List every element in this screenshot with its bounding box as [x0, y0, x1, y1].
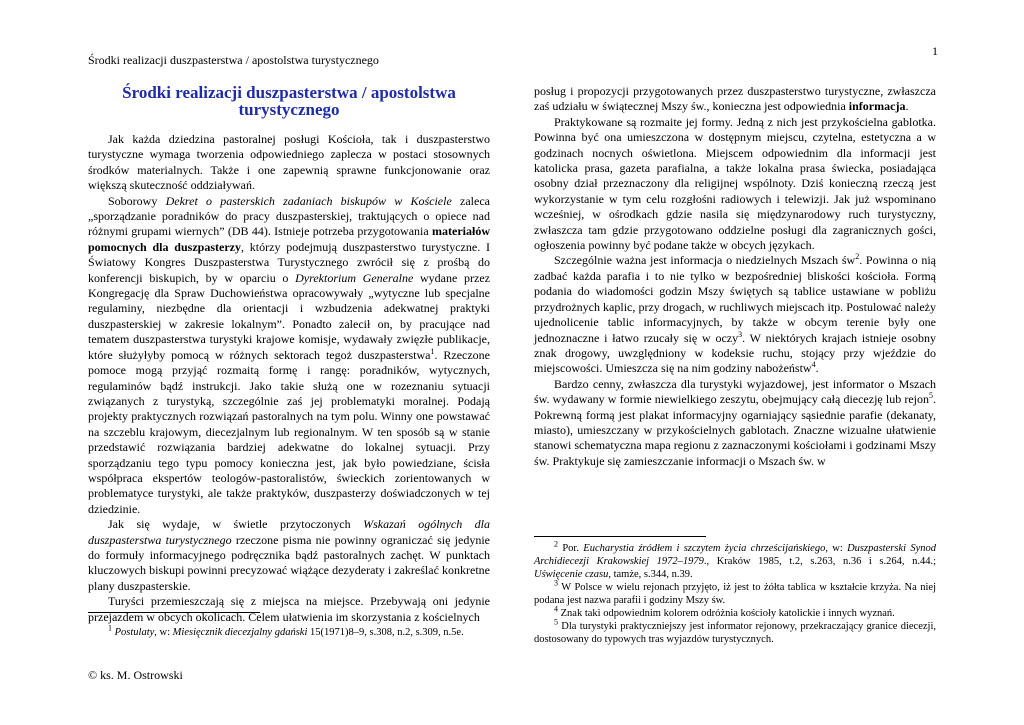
- footnote-number: 5: [554, 617, 558, 627]
- decree-title: Dekret o pasterskich zadaniach biskupów w Kościele: [165, 193, 452, 208]
- paragraph-guidelines: [88, 517, 490, 594]
- text-run: .: [815, 361, 819, 376]
- paragraph-decree: [88, 194, 490, 518]
- synod-title: Duszpasterski Synod Archidiecezji Krakowskiej 1972–1979: [534, 543, 936, 567]
- running-header: Środki realizacji duszpasterstwa / apostolstwa turystycznego: [88, 53, 379, 67]
- text-run: Jak się wydaje, w świetle przytoczonych: [108, 517, 364, 532]
- footnote-4: [534, 604, 936, 620]
- page-number: 1: [932, 44, 938, 58]
- paragraph-intro: Jak każda dziedzina pastoralnej posługi Kościoła, tak i duszpasterstwo turystyczne wymaga tworzenia odpowiedniego zaplecza w postaci stosownych środków materialnych. Także i one zapewnią sprawne funkcjonowanie oraz większą skuteczność oddziaływań.: [88, 132, 490, 193]
- footnote-ref[interactable]: 4: [811, 360, 816, 370]
- text-run: . W niektórych krajach istnieje osobny znak drogowy, uwzględniony w kodeksie ruchu, stojący przy wjeździe do miejscowości. Umieszcza się na nim godziny nabożeństw: [534, 330, 936, 376]
- text-run: .: [905, 99, 909, 114]
- text-run: . Pokrewną formą jest plakat informacyjny ogarniający sąsiednie parafie (dekanaty, miasto), umieszczany w przykościelnych gablotach. Znaczne wizualne ułatwienie stanowi schematyczna mapa regionu z zaznaczonymi kościołami i godzinami Mszy św. Praktykuje się zamieszczanie informacji o Mszach św. w: [534, 392, 936, 468]
- paragraph-forms: Praktykowane są rozmaite jej formy. Jedną z nich jest przykościelna gablotka. Powinna być ona umieszczona w dostępnym miejscu, czytelna, estetyczna a w godzinach nocnych oświetlona. Miejscem odpowiednim dla informacji jest katolicka prasa, gazeta parafialna, a także lokalna prasa świecka, posiadająca osobny dział przeznaczony dla religijnej wspólnoty. Dziś konieczną rzeczą jest wykorzystanie w tym celu rozgłośni radiowych i telewizji. Jak już wspominano wcześniej, w ośrodkach gdzie nasila się międzynarodowy ruch turystyczny, zwłaszcza tam gdzie przygotowano oddzielne posługi dla zagranicznych gości, ogłoszenia powinny być podane także w obcych językach.: [534, 114, 936, 253]
- footnote-2: [534, 539, 936, 581]
- text-run: , w:: [154, 627, 173, 638]
- text-run: zaleca „sporządzanie poradników do pracy duszpasterskiej, traktujących o opiece nad różnymi grupami wiernych” (DB 44). Istnieje potrzeba przygotowania: [88, 193, 490, 239]
- footnote-1: [88, 623, 490, 639]
- text-run: Soborowy: [108, 193, 166, 208]
- paragraph-information: [534, 84, 936, 115]
- paragraph-tourists: Turyści przemieszczają się z miejsca na miejsce. Przebywają oni jedynie przejazdem w obcych okolicach. Celem ułatwienia im skorzystania z kościelnych: [88, 594, 490, 624]
- footnote-number: 1: [108, 623, 112, 633]
- text-run: Uświęcenie czasu: [534, 569, 609, 580]
- footnote-ref[interactable]: 3: [738, 329, 743, 339]
- text-run: Eucharystia źródłem i szczytem życia chrześcijańskiego: [583, 543, 826, 554]
- footnote-ref[interactable]: 5: [929, 391, 933, 401]
- footer-copyright: © ks. M. Ostrowski: [88, 668, 183, 682]
- text-run: Bardzo cenny, zwłaszcza dla turystyki wyjazdowej, jest informator o Mszach św. wydawany w formie niewielkiego zeszytu, obejmujący całą diecezję lub rejon: [534, 376, 936, 407]
- footnote-separator: [88, 612, 260, 613]
- directory-title: Dyrektorium Generalne: [295, 270, 414, 285]
- footnote-number: 3: [554, 578, 558, 588]
- text-run: rzeczone pisma nie powinny ograniczać się jedynie do formuły informacyjnego podręcznika bądź pastoralnych zachęt. W punktach kluczowych biskupi powinni precyzować wiążące dezyderaty i zakreślać konkretne plany duszpasterskie.: [88, 532, 490, 593]
- footnote-5: [534, 617, 936, 646]
- footnote-number: 4: [554, 604, 558, 614]
- text-run: posług i propozycji przygotowanych przez duszpasterstwo turystyczne, zwłaszcza zaś udziału w świątecznej Mszy św., konieczna jest odpowiednia: [534, 84, 936, 114]
- text-run: wydane przez Kongregację dla Spraw Duchowieństwa opracowywały „wytyczne lub specjalne regulaminy, niezbędne dla orientacji i wzbudzenia adekwatnej praktyki duszpasterskiej w zakresie lokalnym”. Ponadto zalecił on, by pracujące nad tematem duszpasterstwa turystyki krajowe komisje, wydawały zwięzłe publikacje, które służyłyby pomocą w różnych sektorach tegoż duszpasterstwa: [88, 270, 491, 362]
- right-column: [534, 84, 936, 469]
- footnote-number: 2: [554, 539, 558, 549]
- text-run: Dla turystyki praktyczniejszy jest informator rejonowy, przekraczający granice diecezji, dostosowany do typowych tras wyjazdów turystycznych.: [534, 621, 936, 645]
- text-run: Postulaty: [114, 627, 155, 638]
- text-run: Szczególnie ważna jest informacja o niedzielnych Mszach św: [554, 253, 856, 268]
- text-run: . Rzeczone pomoce mogą przyjąć rozmaitą formę i rangę: poradników, wytycznych, regulaminów bądź instrukcji. Jako takie służą one w rozeznaniu sytuacji związanych z turystyką, szczególnie zaś jej problematyki moralnej. Podają projekty praktycznych rozwiązań pastoralnych na tym polu. Winny one powstawać na szczeblu krajowym, diecezjalnym lub regionalnym. W ten sposób są w stanie przedstawić rozwiązania bardziej adekwatne do lokalnej sytuacji. Przy sporządzaniu tego typu pomocy konieczna jest, jak było powiedziane, ścisła współpraca ekspertów teologów-pastoralistów, świeckich zorientowanych w problematyce turystyki, ale także praktyków, duszpasterzy doświadczonych w tej dziedzinie.: [88, 347, 490, 516]
- article-title: Środki realizacji duszpasterstwa / apostolstwa turystycznego: [122, 83, 456, 119]
- text-run: , w:: [825, 543, 848, 554]
- text-run: 15(1971)8–9, s.308, n.2, s.309, n.5e.: [307, 627, 464, 638]
- paragraph-mass-guide: [534, 377, 936, 469]
- footnotes-right: [534, 539, 936, 646]
- journal-title: Miesięcznik diecezjalny gdański: [172, 627, 308, 638]
- footnote-ref[interactable]: 2: [855, 252, 860, 262]
- guidelines-title: Wskazań ogólnych dla duszpasterstwa turystycznego: [88, 517, 490, 547]
- text-run: W Polsce w wielu rejonach przyjęto, iż jest to żółta tablica w kształcie krzyża. Na niej podana jest nazwa parafii i godziny Mszy św.: [534, 582, 936, 606]
- text-run: Znak taki odpowiednim kolorem odróżnia kościoły katolickie i innych wyznań.: [558, 608, 895, 619]
- text-run: Por.: [558, 543, 584, 554]
- text-run: , tamże, s.344, n.39.: [608, 569, 693, 580]
- bold-phrase: materiałów pomocnych dla duszpasterzy: [88, 224, 490, 254]
- footnote-ref[interactable]: 1: [430, 346, 435, 356]
- footnote-separator: [534, 536, 706, 537]
- footnote-3: [534, 578, 936, 607]
- text-run: . Powinna o nią zadbać każda parafia i to nie tylko w bezpośredniej bliskości kościoła. Formą podania do wiadomości godzin Mszy świętych są tablice ustawiane w pobliżu przydrożnych kaplic, przy drogach, w ruchliwych miejscach itp. Postulować należy ujednolicenie tablic informacyjnych, by także w obcym terenie były one jednoznaczne i łatwo rzucały się w oczy: [534, 253, 936, 345]
- text-run: ., Kraków 1985, t.2, s.263, n.36 i s.264, n.44.;: [703, 556, 936, 567]
- paragraph-sunday-mass: [534, 253, 936, 376]
- left-column: [88, 84, 490, 625]
- bold-phrase: informacja: [848, 99, 906, 114]
- text-run: , którzy podejmują duszpasterstwo turystyczne. I Światowy Kongres Duszpasterstwa Turystycznego zwrócił się z prośbą do konferencji biskupich, by w oparciu o: [88, 239, 491, 285]
